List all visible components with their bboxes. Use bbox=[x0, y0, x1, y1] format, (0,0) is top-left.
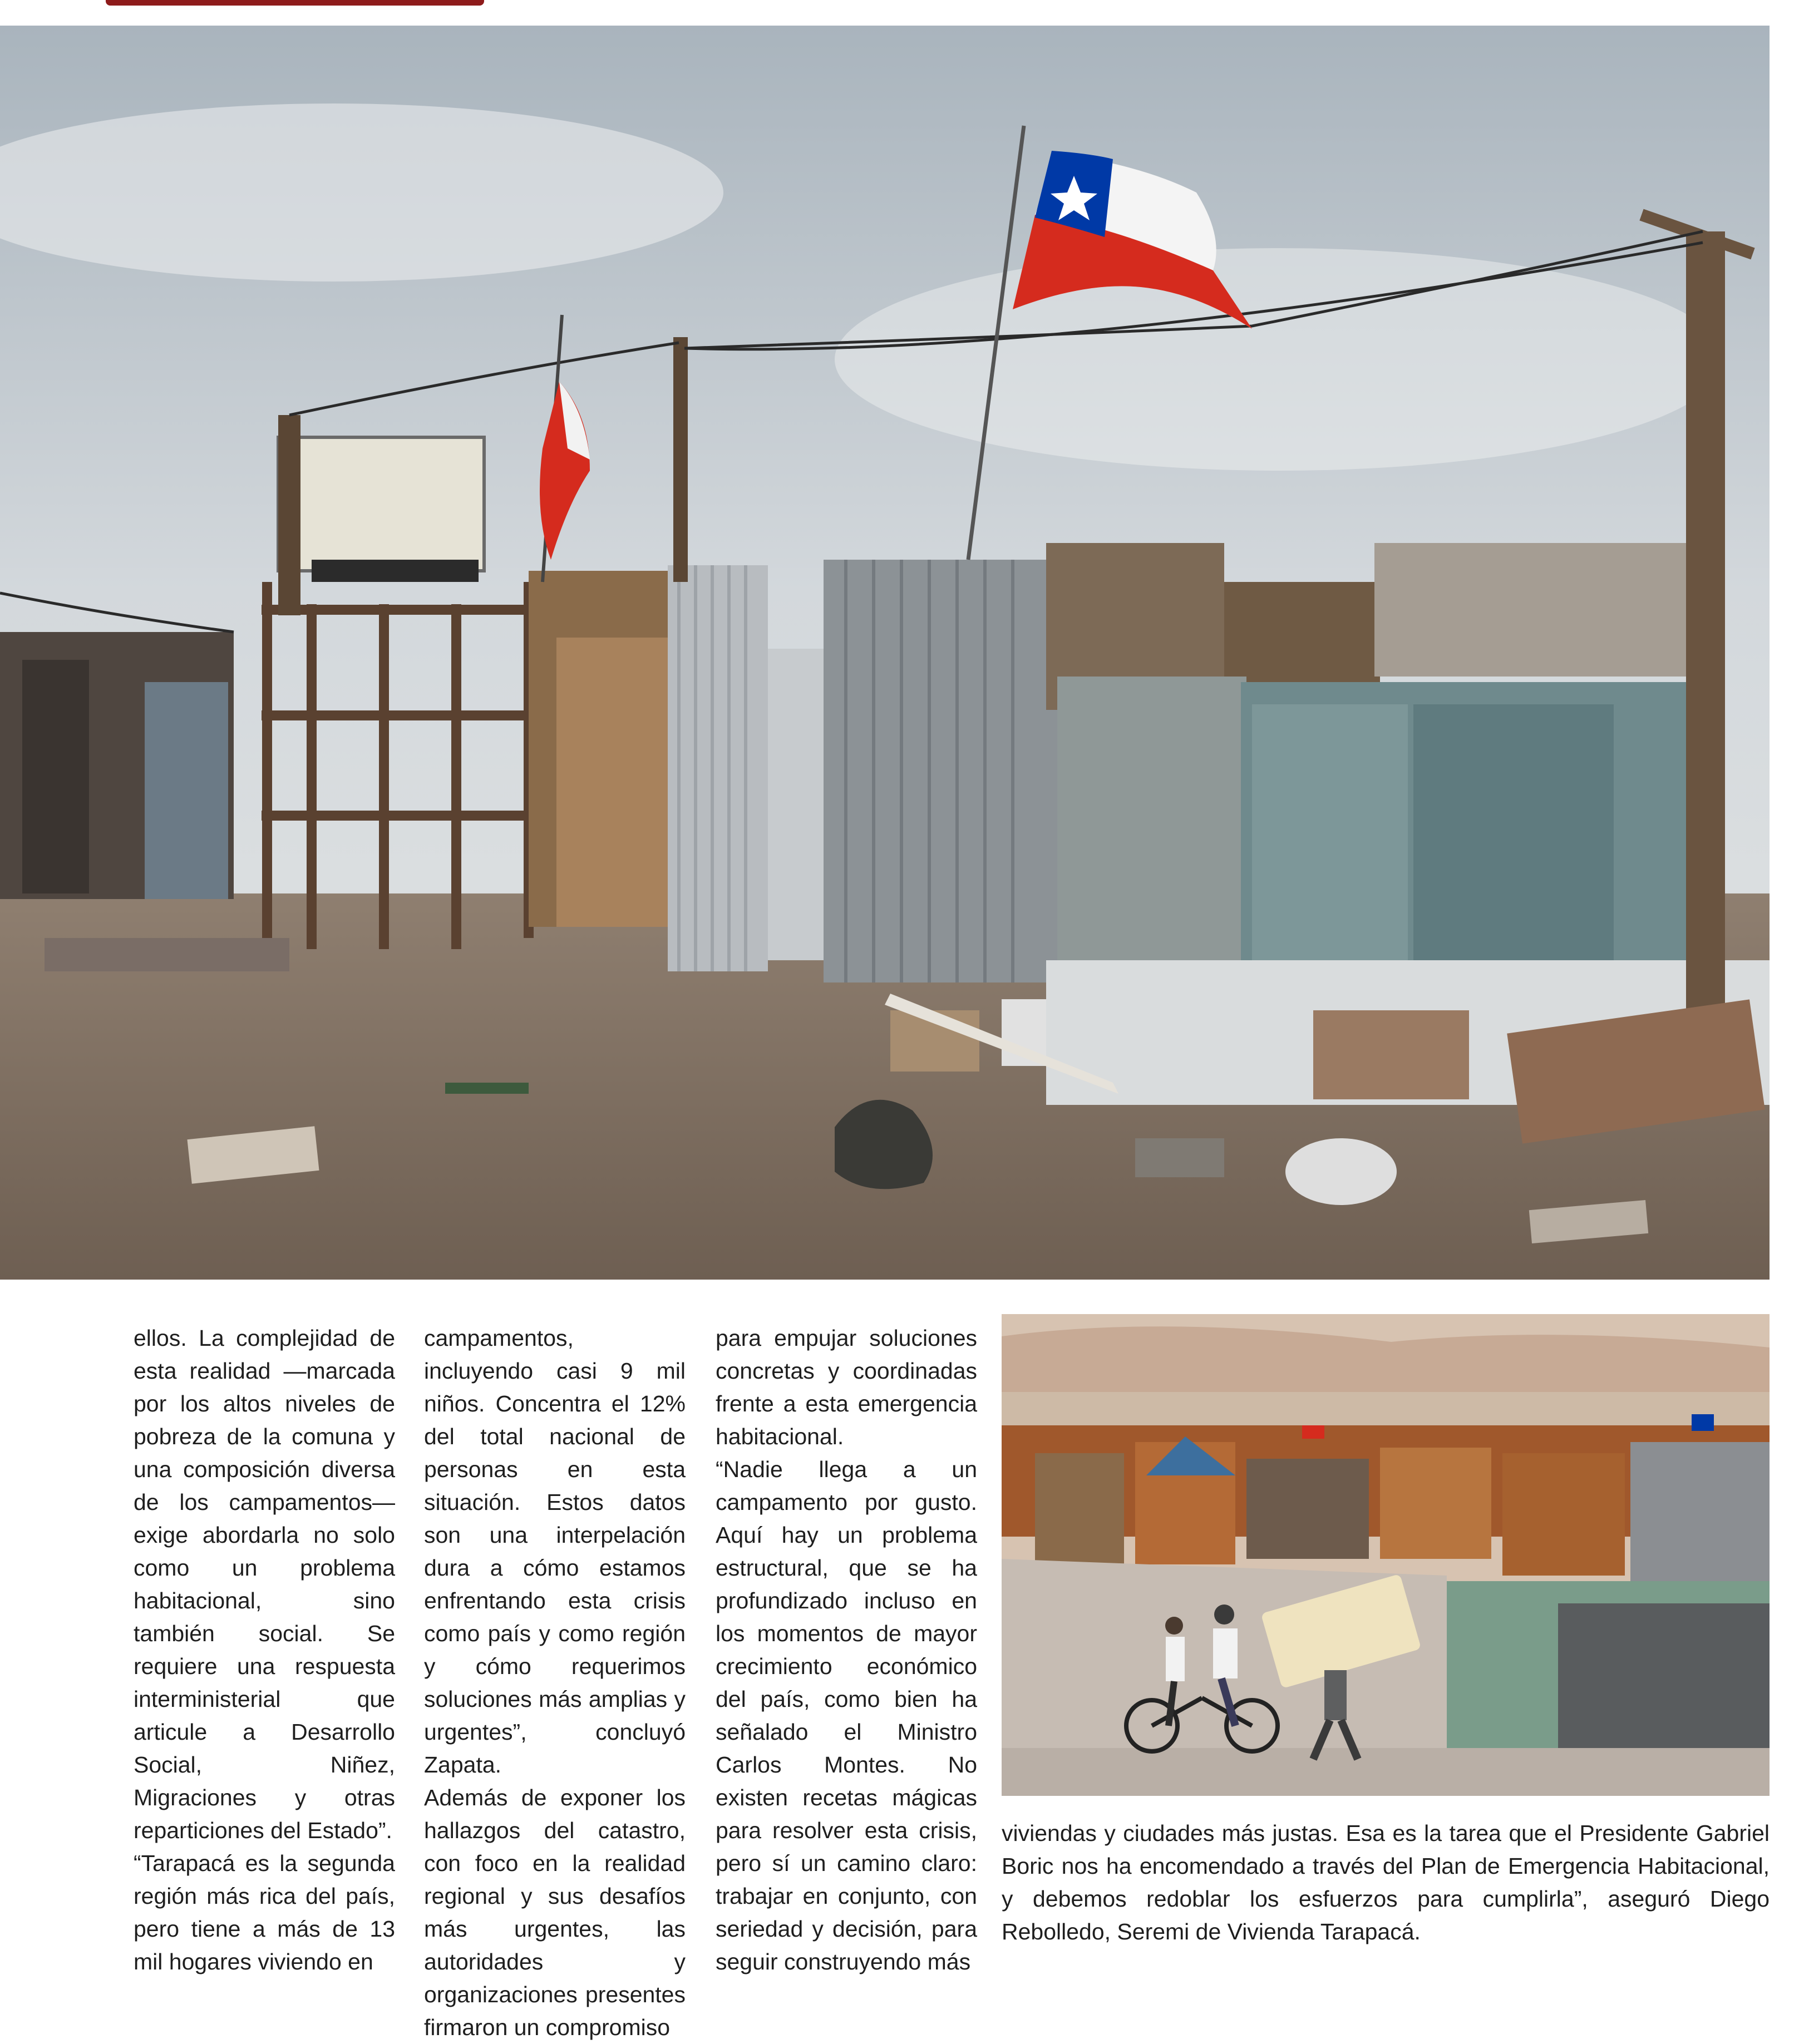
article-column-1 bbox=[134, 1322, 395, 1978]
col2-paragraph-2: Además de exponer los hallazgos del catastro, con foco en la realidad regional y sus desafíos más urgentes, las autoridades y organizaciones presentes firmaron un compromiso bbox=[424, 1785, 686, 2040]
side-photo-illustration bbox=[1002, 1314, 1770, 1796]
col1-paragraph-1: ellos. La complejidad de esta realidad —marcada por los altos niveles de pobreza de la comuna y una composición diversa de los campamentos— exige abordarla no solo como un problema habitacional, sino también social. Se requiere una respuesta interministerial que articule a Desarrollo Social, Niñez, Migraciones y otras reparticiones del Estado”. bbox=[134, 1325, 395, 1843]
side-photo-camp-residents bbox=[1002, 1314, 1770, 1796]
col1-paragraph-2: “Tarapacá es la segunda región más rica del país, pero tiene a más de 13 mil hogares viviendo en bbox=[134, 1850, 395, 1974]
main-photo-settlement bbox=[0, 26, 1770, 1280]
col3-paragraph-2: “Nadie llega a un campamento por gusto. Aquí hay un problema estructural, que se ha profundizado incluso en los momentos de mayor crecimiento económico del país, como bien ha señalado el Ministro Carlos Montes. No existen recetas mágicas para resolver esta crisis, pero sí un camino claro: trabajar en conjunto, con seriedad y decisión, para seguir construyendo más bbox=[716, 1457, 977, 1974]
main-photo-illustration bbox=[0, 26, 1770, 1280]
col4-paragraph-1: viviendas y ciudades más justas. Esa es la tarea que el Presidente Gabriel Boric nos ha encomendado a través del Plan de Emergencia Habitacional, y debemos redoblar los esfuerzos para cumplirla”, aseguró Diego Rebolledo, Seremi de Vivienda Tarapacá. bbox=[1002, 1820, 1770, 1944]
article-column-4 bbox=[1002, 1817, 1770, 1948]
col3-paragraph-1: para empujar soluciones concretas y coordinadas frente a esta emergencia habitacional. bbox=[716, 1325, 977, 1449]
col2-paragraph-1: campamentos, incluyendo casi 9 mil niños. Concentra el 12% del total nacional de personas en esta situación. Estos datos son una interpelación dura a cómo estamos enfrentando esta crisis como país y como región y cómo requerimos soluciones más amplias y urgentes”, concluyó Zapata. bbox=[424, 1325, 686, 1778]
article-column-3 bbox=[716, 1322, 977, 1978]
header-accent-bar bbox=[106, 0, 484, 6]
article-column-2 bbox=[424, 1322, 686, 2044]
